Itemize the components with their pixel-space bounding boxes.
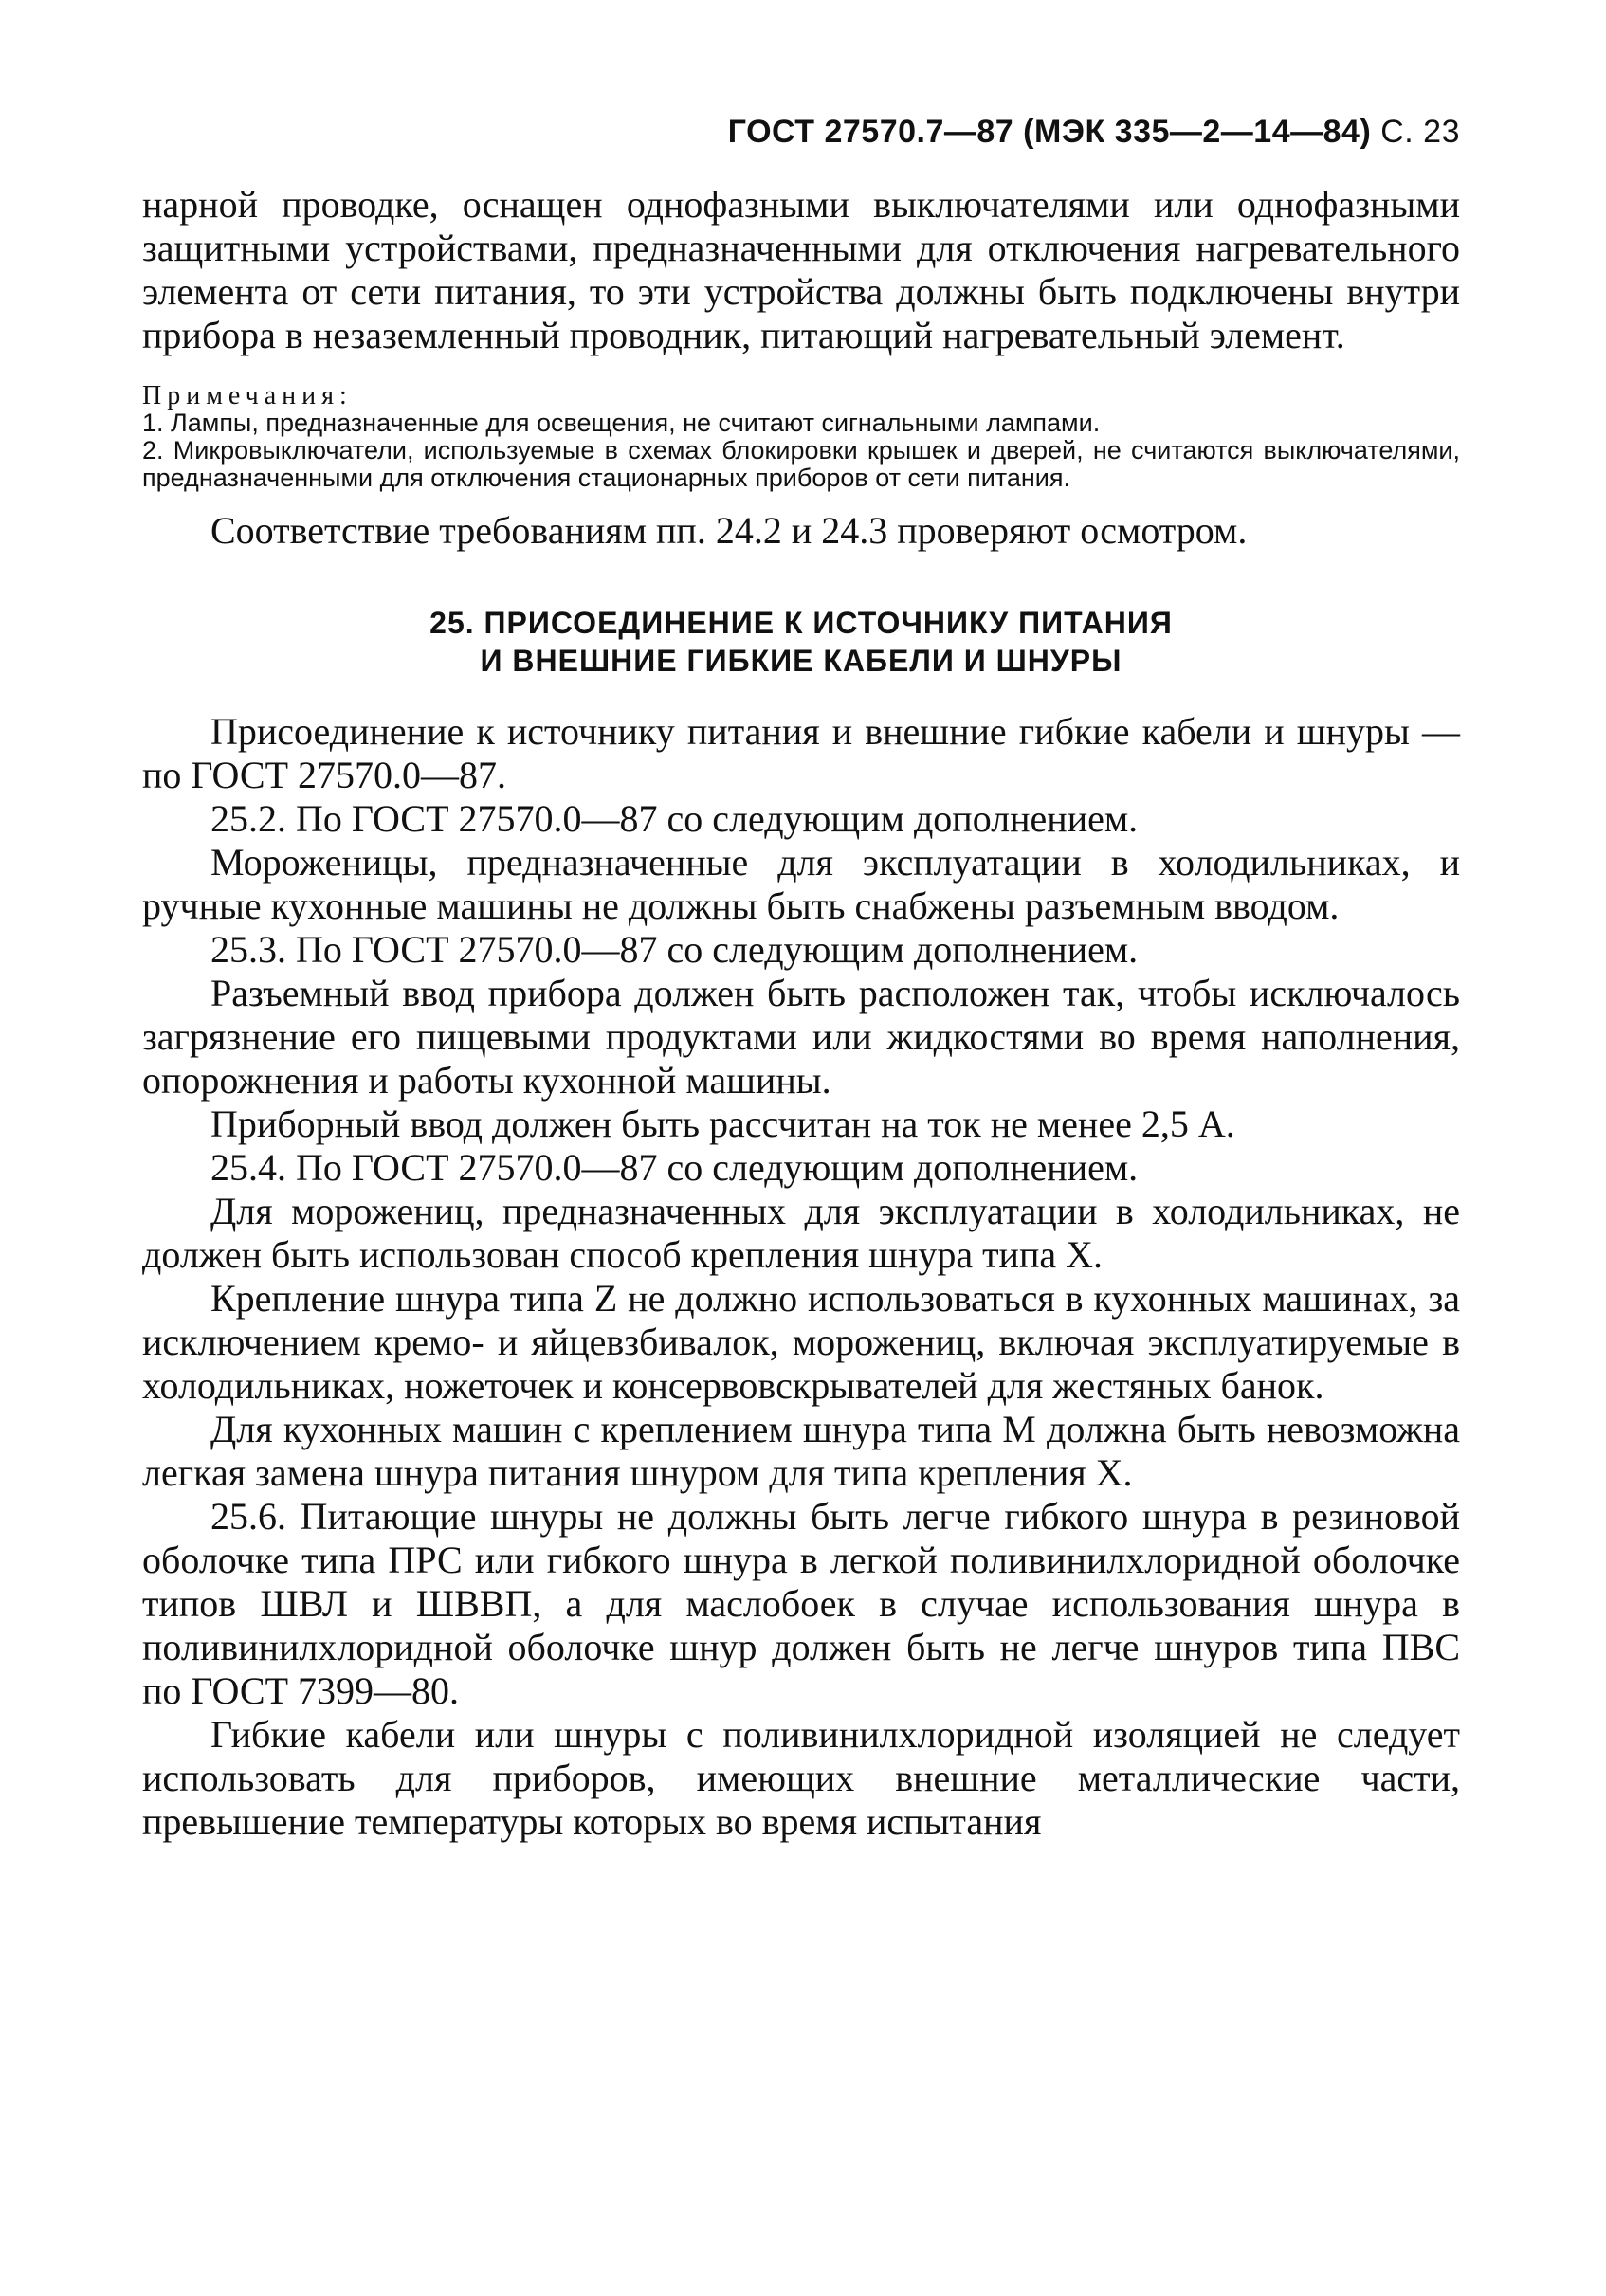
note-item-2: 2. Микровыключатели, используемые в схемах блокировки крышек и дверей, не считаются выключателями, предназначенными для отключения стационарных приборов от сети питания. <box>142 436 1460 492</box>
header-page-number: С. 23 <box>1380 114 1460 150</box>
section-title <box>142 604 1460 680</box>
paragraph-25-3-text: Разъемный ввод прибора должен быть расположен так, чтобы исключалось загрязнение его пищевыми продуктами или жидкостями во время наполнения, опорожнения и работы кухонной машины. <box>142 972 1460 1102</box>
document-page <box>142 114 1460 1844</box>
section-title-line-2: И ВНЕШНИЕ ГИБКИЕ КАБЕЛИ И ШНУРЫ <box>480 644 1122 678</box>
paragraph-25-3: 25.3. По ГОСТ 27570.0—87 со следующим дополнением. <box>210 928 1139 971</box>
paragraph-25-4: 25.4. По ГОСТ 27570.0—87 со следующим дополнением. <box>210 1146 1139 1189</box>
paragraph-25-intro: Присоединение к источнику питания и внешние гибкие кабели и шнуры — по ГОСТ 27570.0—87. <box>142 710 1460 796</box>
paragraph-25-4-text-3: Для кухонных машин с креплением шнура типа M должна быть невозможна легкая замена шнура питания шнуром для типа крепления X. <box>142 1408 1460 1494</box>
paragraph-flex-cables: Гибкие кабели или шнуры с поливинилхлоридной изоляцией не следует использовать для приборов, имеющих внешние металлические части, превышение температуры которых во время испытания <box>142 1713 1460 1843</box>
note-item-1: 1. Лампы, предназначенные для освещения, не считают сигнальными лампами. <box>142 409 1101 437</box>
paragraph-25-6: 25.6. Питающие шнуры не должны быть легче гибкого шнура в резиновой оболочке типа ПРС или гибкого шнура в легкой поливинилхлоридной оболочке типов ШВЛ и ШВВП, а для маслобоек в случае использования шнура в поливинилхлоридной оболочке шнур должен быть не легче шнуров типа ПВС по ГОСТ 7399—80. <box>142 1495 1460 1712</box>
paragraph-25-2-text: Мороженицы, предназначенные для эксплуатации в холодильниках, и ручные кухонные машины не должны быть снабжены разъемным вводом. <box>142 841 1460 927</box>
paragraph-25-2: 25.2. По ГОСТ 27570.0—87 со следующим дополнением. <box>210 797 1139 840</box>
paragraph-check-24: Соответствие требованиям пп. 24.2 и 24.3 проверяют осмотром. <box>210 509 1248 552</box>
notes-block <box>142 382 1460 492</box>
paragraph-25-4-text-1: Для морожениц, предназначенных для эксплуатации в холодильниках, не должен быть использован способ крепления шнура типа X. <box>142 1190 1460 1276</box>
section-title-line-1: 25. ПРИСОЕДИНЕНИЕ К ИСТОЧНИКУ ПИТАНИЯ <box>429 606 1173 640</box>
notes-title: Примечания: <box>142 381 353 410</box>
paragraph-intro: нарной проводке, оснащен однофазными выключателями или однофазными защитными устройствами, предназначенными для отключения нагревательного элемента от сети питания, то эти устройства должны быть подключены внутри прибора в незаземленный проводник, питающий нагревательный элемент. <box>142 183 1460 356</box>
page-header <box>142 114 1460 151</box>
paragraph-25-4-text-2: Крепление шнура типа Z не должно использоваться в кухонных машинах, за исключением кремо- и яйцевзбивалок, морожениц, включая эксплуатируемые в холодильниках, ножеточек и консервовскрывателей для жестяных банок. <box>142 1277 1460 1407</box>
header-doc-id: ГОСТ 27570.7—87 (МЭК 335—2—14—84) <box>727 114 1372 150</box>
paragraph-25-3-current: Приборный ввод должен быть рассчитан на ток не менее 2,5 А. <box>210 1102 1235 1145</box>
